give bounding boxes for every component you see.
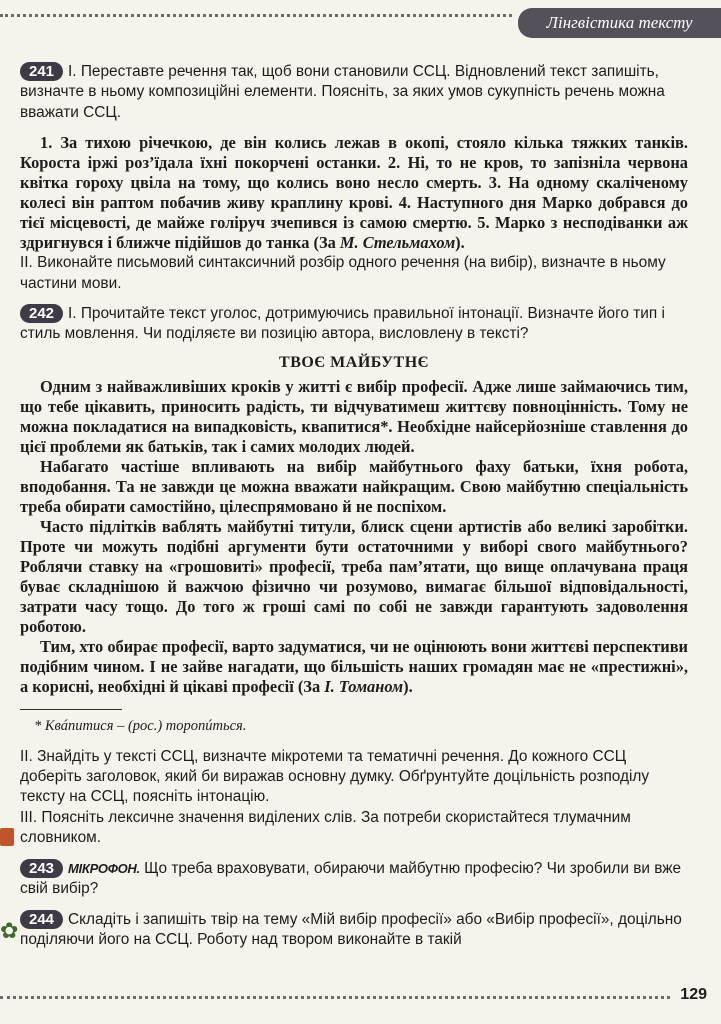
text-title: ТВОЄ МАЙБУТНЄ <box>279 353 429 371</box>
exercise-242-task1: 242 І. Прочитайте текст уголос, дотримуючись правильної інтонації. Визначте його тип і стиль мовлення. Чи поділяєте ви позицію автора, висловлену в тексті? <box>20 305 665 343</box>
section-header-tab <box>518 8 721 38</box>
exercise-number-243: 243 <box>20 859 63 878</box>
exercise-241-task1: 241 І. Переставте речення так, щоб вони становили ССЦ. Відновлений текст запишіть, визначте в ньому композиційні елементи. Поясніть, за яких умов сукупність речень можна вважати ССЦ. <box>20 63 665 121</box>
text-paragraph-1: Одним з найважливіших кроків у житті є вибір професії. Адже лише займаючись тим, що тебе цікавить, приносить радість, ти відчуватимеш життєву повноцінність. Тому не можна покладатися на випадковість, квапитися*. Необхідне найсерйозніше ставлення до цієї проблеми як батьків, так і самих молодих людей. <box>20 377 689 457</box>
top-dotted-rule <box>0 14 512 17</box>
page-content <box>20 62 688 950</box>
exercise-242-task3: ІІІ. Поясніть лексичне значення виділених слів. За потреби скористайтеся тлумачним словником. <box>20 808 631 847</box>
text-paragraph-2: Набагато частіше впливають на вибір майбутнього фаху батьки, їхня робота, вподобання. Та не завжди це можна вважати найкращим. Свою майбутню спеціальність треба обирати самостійно, цілеспрямовано й не поспіхом. <box>20 457 689 517</box>
text-paragraph-3: Часто підлітків ваблять майбутні титули, блиск сцени артистів або великі заробітки. Проте чи можуть подібні аргументи бути остаточними у виборі свого майбутнього? Роблячи ставку на «грошовиті» професії, треба пам’ятати, що вище оплачувана праця буває складнішою й важчою фізично чи розумово, вимагає більшої відповідальності, затрати часу тощо. До того ж гроші самі по собі не завжди гарантують задоволення роботою. <box>20 517 689 637</box>
exercise-241-sentences: 1. За тихою річечкою, де він колись лежав в окопі, стояло кілька тяжких танків. Короста іржі роз’їдала їхні покорчені останки. 2. Ні, то не кров, то запізніла червона квітка гороху цвіла на тому, що колись воно несло смерть. 3. На одному скаліченому колесі він раптом побачив живу краплину крові. 4. Наступного дня Марко добрався до тієї місцевості, де майже голіруч зчепився із самою смертю. 5. Марко з несподіванки аж здригнувся і ближче підійшов до танка (За М. Стельмахом). <box>20 133 688 253</box>
exercise-243: 243 МІКРОФОН. Що треба враховувати, обираючи майбутню професію? Чи зробили ви вже свій вибір? <box>20 859 682 898</box>
exercise-number-241: 241 <box>20 62 63 81</box>
section-title: Лінгвістика тексту <box>546 13 693 32</box>
bottom-dotted-rule <box>0 996 670 999</box>
footnote-rule <box>20 709 122 710</box>
text-paragraph-4: Тим, хто обирає професії, варто задуматися, чи не оцінюють вони життєві перспективи подібним чином. І не зайве нагадати, що більшість наших громадян має не «престижні», а корисні, необхідні й цікаві професії (За І. Томаном). <box>20 637 688 697</box>
exercise-241-task2: ІІ. Виконайте письмовий синтаксичний розбір одного речення (на вибір), визначте в ньому частини мови. <box>20 254 666 292</box>
footnote: * Квáпитися – (рос.) торопúться. <box>34 718 247 735</box>
microphone-label: МІКРОФОН. <box>68 860 140 876</box>
book-icon <box>0 828 14 846</box>
exercise-242-task2: ІІ. Знайдіть у тексті ССЦ, визначте мікротеми та тематичні речення. До кожного ССЦ доберіть заголовок, який би виражав основну думку. Обґрунтуйте доцільність розподілу тексту на ССЦ, поясніть інтонацію. <box>20 747 650 806</box>
exercise-244: 244 Складіть і запишіть твір на тему «Мій вибір професії» або «Вибір професії», доцільно поділяючи його на ССЦ. Роботу над твором виконайте в такій <box>20 910 682 948</box>
leaf-icon: ✿ <box>0 918 19 943</box>
exercise-number-242: 242 <box>20 304 63 323</box>
page-number: 129 <box>680 986 707 1003</box>
exercise-number-244: 244 <box>20 910 63 929</box>
